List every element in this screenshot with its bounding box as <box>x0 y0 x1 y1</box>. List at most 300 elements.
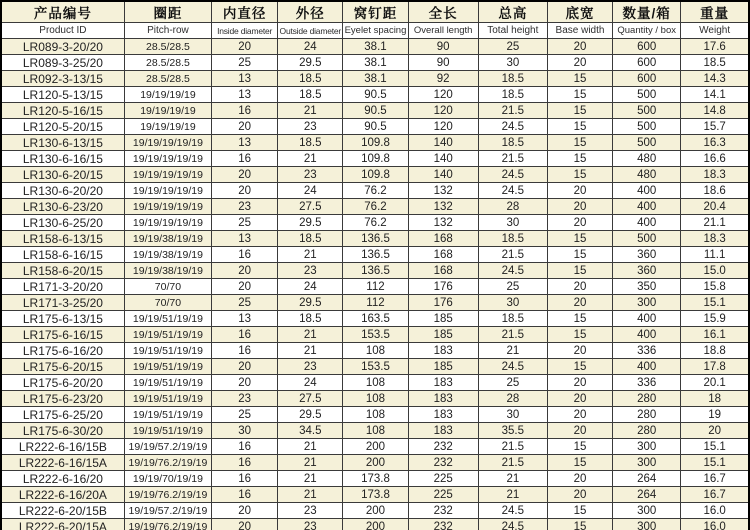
cell-outside_diameter: 27.5 <box>278 199 343 215</box>
cell-inside_diameter: 16 <box>212 487 278 503</box>
cell-base_width: 15 <box>547 263 612 279</box>
table-row <box>1 247 749 263</box>
cell-eyelet_spacing: 136.5 <box>343 247 408 263</box>
cell-overall_length: 225 <box>408 471 478 487</box>
cell-outside_diameter: 29.5 <box>278 407 343 423</box>
cell-outside_diameter: 18.5 <box>278 311 343 327</box>
cell-weight: 15.8 <box>681 279 749 295</box>
cell-quantity_box: 280 <box>613 391 681 407</box>
table-row <box>1 391 749 407</box>
cell-inside_diameter: 25 <box>212 215 278 231</box>
cell-eyelet_spacing: 200 <box>343 439 408 455</box>
cell-quantity_box: 500 <box>613 135 681 151</box>
table-row <box>1 519 749 530</box>
cell-total_height: 24.5 <box>478 183 547 199</box>
cell-inside_diameter: 20 <box>212 119 278 135</box>
cell-weight: 16.6 <box>681 151 749 167</box>
cell-total_height: 24.5 <box>478 359 547 375</box>
col-header-cn-inside_diameter: 内直径 <box>212 1 278 23</box>
cell-eyelet_spacing: 153.5 <box>343 359 408 375</box>
cell-overall_length: 185 <box>408 311 478 327</box>
cell-eyelet_spacing: 112 <box>343 279 408 295</box>
cell-total_height: 21.5 <box>478 439 547 455</box>
cell-weight: 14.1 <box>681 87 749 103</box>
cell-inside_diameter: 13 <box>212 135 278 151</box>
col-header-en-inside_diameter: Inside diameter <box>212 23 278 39</box>
cell-total_height: 24.5 <box>478 167 547 183</box>
cell-weight: 16.7 <box>681 471 749 487</box>
cell-inside_diameter: 20 <box>212 359 278 375</box>
cell-outside_diameter: 34.5 <box>278 423 343 439</box>
col-header-en-eyelet_spacing: Eyelet spacing <box>343 23 408 39</box>
table-row <box>1 359 749 375</box>
cell-quantity_box: 480 <box>613 151 681 167</box>
table-row <box>1 183 749 199</box>
cell-base_width: 20 <box>547 343 612 359</box>
cell-outside_diameter: 27.5 <box>278 391 343 407</box>
cell-product_id: LR222-6-16/20 <box>1 471 124 487</box>
cell-total_height: 25 <box>478 375 547 391</box>
table-row <box>1 279 749 295</box>
cell-product_id: LR130-6-25/20 <box>1 215 124 231</box>
cell-inside_diameter: 16 <box>212 327 278 343</box>
cell-eyelet_spacing: 76.2 <box>343 215 408 231</box>
cell-base_width: 20 <box>547 199 612 215</box>
cell-outside_diameter: 21 <box>278 103 343 119</box>
cell-weight: 15.1 <box>681 439 749 455</box>
cell-weight: 14.8 <box>681 103 749 119</box>
cell-pitch_row: 19/19/51/19/19 <box>124 407 211 423</box>
cell-outside_diameter: 21 <box>278 439 343 455</box>
cell-weight: 18 <box>681 391 749 407</box>
cell-pitch_row: 19/19/76.2/19/19 <box>124 519 211 530</box>
cell-quantity_box: 336 <box>613 343 681 359</box>
cell-total_height: 30 <box>478 215 547 231</box>
cell-product_id: LR175-6-30/20 <box>1 423 124 439</box>
table-row <box>1 199 749 215</box>
cell-eyelet_spacing: 200 <box>343 519 408 530</box>
cell-quantity_box: 300 <box>613 295 681 311</box>
cell-overall_length: 92 <box>408 71 478 87</box>
table-row <box>1 487 749 503</box>
cell-inside_diameter: 13 <box>212 231 278 247</box>
cell-pitch_row: 28.5/28.5 <box>124 71 211 87</box>
cell-base_width: 20 <box>547 375 612 391</box>
table-row <box>1 87 749 103</box>
cell-product_id: LR222-6-16/15A <box>1 455 124 471</box>
cell-base_width: 15 <box>547 311 612 327</box>
cell-total_height: 21.5 <box>478 103 547 119</box>
cell-weight: 15.1 <box>681 295 749 311</box>
cell-pitch_row: 19/19/38/19/19 <box>124 231 211 247</box>
cell-pitch_row: 19/19/76.2/19/19 <box>124 487 211 503</box>
cell-pitch_row: 19/19/19/19/19 <box>124 151 211 167</box>
cell-total_height: 30 <box>478 295 547 311</box>
cell-overall_length: 185 <box>408 327 478 343</box>
cell-pitch_row: 19/19/57.2/19/19 <box>124 503 211 519</box>
col-header-en-weight: Weight <box>681 23 749 39</box>
cell-product_id: LR175-6-25/20 <box>1 407 124 423</box>
cell-quantity_box: 600 <box>613 55 681 71</box>
cell-weight: 15.1 <box>681 455 749 471</box>
cell-inside_diameter: 23 <box>212 391 278 407</box>
cell-overall_length: 232 <box>408 503 478 519</box>
cell-total_height: 18.5 <box>478 87 547 103</box>
cell-total_height: 18.5 <box>478 311 547 327</box>
cell-product_id: LR089-3-20/20 <box>1 39 124 55</box>
cell-outside_diameter: 29.5 <box>278 215 343 231</box>
cell-outside_diameter: 21 <box>278 247 343 263</box>
cell-total_height: 18.5 <box>478 135 547 151</box>
table-row <box>1 263 749 279</box>
cell-overall_length: 120 <box>408 119 478 135</box>
cell-eyelet_spacing: 108 <box>343 375 408 391</box>
cell-pitch_row: 19/19/51/19/19 <box>124 327 211 343</box>
cell-product_id: LR092-3-13/15 <box>1 71 124 87</box>
table-row <box>1 71 749 87</box>
cell-eyelet_spacing: 108 <box>343 391 408 407</box>
cell-pitch_row: 19/19/57.2/19/19 <box>124 439 211 455</box>
cell-base_width: 15 <box>547 439 612 455</box>
cell-weight: 15.0 <box>681 263 749 279</box>
cell-weight: 15.9 <box>681 311 749 327</box>
table-row <box>1 215 749 231</box>
col-header-cn-weight: 重量 <box>681 1 749 23</box>
cell-weight: 18.3 <box>681 167 749 183</box>
cell-total_height: 25 <box>478 39 547 55</box>
cell-inside_diameter: 20 <box>212 183 278 199</box>
cell-eyelet_spacing: 76.2 <box>343 183 408 199</box>
col-header-cn-pitch_row: 圈距 <box>124 1 211 23</box>
cell-weight: 18.3 <box>681 231 749 247</box>
cell-base_width: 20 <box>547 215 612 231</box>
cell-pitch_row: 19/19/51/19/19 <box>124 343 211 359</box>
table-row <box>1 151 749 167</box>
col-header-en-product_id: Product ID <box>1 23 124 39</box>
cell-outside_diameter: 18.5 <box>278 231 343 247</box>
cell-total_height: 24.5 <box>478 519 547 530</box>
cell-outside_diameter: 18.5 <box>278 71 343 87</box>
cell-outside_diameter: 21 <box>278 487 343 503</box>
cell-eyelet_spacing: 108 <box>343 423 408 439</box>
cell-pitch_row: 19/19/70/19/19 <box>124 471 211 487</box>
cell-product_id: LR171-3-20/20 <box>1 279 124 295</box>
cell-outside_diameter: 24 <box>278 183 343 199</box>
cell-pitch_row: 19/19/38/19/19 <box>124 247 211 263</box>
cell-total_height: 21.5 <box>478 247 547 263</box>
cell-pitch_row: 19/19/19/19/19 <box>124 167 211 183</box>
cell-quantity_box: 400 <box>613 359 681 375</box>
cell-overall_length: 176 <box>408 295 478 311</box>
cell-overall_length: 140 <box>408 135 478 151</box>
cell-base_width: 15 <box>547 359 612 375</box>
cell-total_height: 18.5 <box>478 71 547 87</box>
cell-overall_length: 90 <box>408 39 478 55</box>
cell-product_id: LR130-6-20/15 <box>1 167 124 183</box>
cell-overall_length: 176 <box>408 279 478 295</box>
cell-quantity_box: 280 <box>613 423 681 439</box>
cell-total_height: 30 <box>478 55 547 71</box>
cell-overall_length: 140 <box>408 167 478 183</box>
cell-overall_length: 168 <box>408 231 478 247</box>
cell-product_id: LR130-6-23/20 <box>1 199 124 215</box>
cell-total_height: 25 <box>478 279 547 295</box>
cell-quantity_box: 400 <box>613 215 681 231</box>
cell-outside_diameter: 21 <box>278 151 343 167</box>
cell-quantity_box: 300 <box>613 503 681 519</box>
cell-base_width: 15 <box>547 503 612 519</box>
cell-total_height: 24.5 <box>478 119 547 135</box>
cell-total_height: 24.5 <box>478 263 547 279</box>
cell-total_height: 21.5 <box>478 327 547 343</box>
cell-quantity_box: 360 <box>613 247 681 263</box>
table-row <box>1 39 749 55</box>
cell-weight: 21.1 <box>681 215 749 231</box>
table-row <box>1 103 749 119</box>
cell-weight: 15.7 <box>681 119 749 135</box>
cell-outside_diameter: 24 <box>278 375 343 391</box>
table-row <box>1 295 749 311</box>
cell-pitch_row: 19/19/51/19/19 <box>124 359 211 375</box>
cell-inside_diameter: 20 <box>212 279 278 295</box>
cell-product_id: LR158-6-20/15 <box>1 263 124 279</box>
cell-outside_diameter: 23 <box>278 519 343 530</box>
cell-pitch_row: 28.5/28.5 <box>124 55 211 71</box>
cell-quantity_box: 300 <box>613 439 681 455</box>
cell-pitch_row: 19/19/51/19/19 <box>124 311 211 327</box>
cell-eyelet_spacing: 109.8 <box>343 135 408 151</box>
table-row <box>1 167 749 183</box>
cell-pitch_row: 19/19/19/19/19 <box>124 215 211 231</box>
cell-overall_length: 183 <box>408 375 478 391</box>
cell-inside_diameter: 16 <box>212 455 278 471</box>
cell-pitch_row: 19/19/19/19/19 <box>124 135 211 151</box>
cell-quantity_box: 300 <box>613 519 681 530</box>
col-header-cn-quantity_box: 数量/箱 <box>613 1 681 23</box>
cell-base_width: 15 <box>547 151 612 167</box>
cell-product_id: LR222-6-20/15B <box>1 503 124 519</box>
cell-eyelet_spacing: 90.5 <box>343 103 408 119</box>
table-row <box>1 375 749 391</box>
cell-quantity_box: 264 <box>613 487 681 503</box>
cell-base_width: 15 <box>547 103 612 119</box>
cell-overall_length: 168 <box>408 247 478 263</box>
cell-outside_diameter: 18.5 <box>278 87 343 103</box>
cell-total_height: 21 <box>478 343 547 359</box>
cell-quantity_box: 500 <box>613 119 681 135</box>
col-header-en-total_height: Total height <box>478 23 547 39</box>
cell-eyelet_spacing: 173.8 <box>343 487 408 503</box>
cell-outside_diameter: 29.5 <box>278 55 343 71</box>
cell-product_id: LR222-6-16/15B <box>1 439 124 455</box>
cell-quantity_box: 600 <box>613 71 681 87</box>
cell-total_height: 28 <box>478 391 547 407</box>
cell-weight: 14.3 <box>681 71 749 87</box>
cell-product_id: LR158-6-16/15 <box>1 247 124 263</box>
cell-inside_diameter: 20 <box>212 167 278 183</box>
cell-outside_diameter: 18.5 <box>278 135 343 151</box>
cell-quantity_box: 350 <box>613 279 681 295</box>
cell-base_width: 15 <box>547 71 612 87</box>
cell-outside_diameter: 24 <box>278 39 343 55</box>
cell-product_id: LR130-6-13/15 <box>1 135 124 151</box>
cell-inside_diameter: 25 <box>212 295 278 311</box>
cell-product_id: LR120-5-20/15 <box>1 119 124 135</box>
cell-pitch_row: 19/19/51/19/19 <box>124 391 211 407</box>
cell-weight: 20.1 <box>681 375 749 391</box>
cell-weight: 16.1 <box>681 327 749 343</box>
col-header-cn-overall_length: 全长 <box>408 1 478 23</box>
cell-eyelet_spacing: 163.5 <box>343 311 408 327</box>
cell-overall_length: 185 <box>408 359 478 375</box>
cell-base_width: 15 <box>547 455 612 471</box>
cell-inside_diameter: 25 <box>212 407 278 423</box>
cell-eyelet_spacing: 108 <box>343 407 408 423</box>
cell-eyelet_spacing: 38.1 <box>343 39 408 55</box>
cell-total_height: 18.5 <box>478 231 547 247</box>
cell-eyelet_spacing: 109.8 <box>343 151 408 167</box>
cell-outside_diameter: 23 <box>278 263 343 279</box>
cell-eyelet_spacing: 173.8 <box>343 471 408 487</box>
cell-base_width: 15 <box>547 167 612 183</box>
cell-product_id: LR222-6-20/15A <box>1 519 124 530</box>
cell-total_height: 24.5 <box>478 503 547 519</box>
cell-product_id: LR175-6-13/15 <box>1 311 124 327</box>
cell-inside_diameter: 20 <box>212 39 278 55</box>
cell-overall_length: 183 <box>408 407 478 423</box>
cell-overall_length: 183 <box>408 391 478 407</box>
cell-product_id: LR175-6-16/15 <box>1 327 124 343</box>
cell-quantity_box: 300 <box>613 455 681 471</box>
cell-overall_length: 183 <box>408 423 478 439</box>
col-header-cn-outside_diameter: 外径 <box>278 1 343 23</box>
cell-weight: 17.6 <box>681 39 749 55</box>
cell-pitch_row: 19/19/51/19/19 <box>124 423 211 439</box>
cell-inside_diameter: 13 <box>212 87 278 103</box>
cell-inside_diameter: 13 <box>212 311 278 327</box>
col-header-cn-product_id: 产品编号 <box>1 1 124 23</box>
cell-overall_length: 232 <box>408 519 478 530</box>
col-header-en-pitch_row: Pitch-row <box>124 23 211 39</box>
cell-eyelet_spacing: 76.2 <box>343 199 408 215</box>
cell-pitch_row: 70/70 <box>124 295 211 311</box>
cell-inside_diameter: 16 <box>212 439 278 455</box>
col-header-cn-total_height: 总高 <box>478 1 547 23</box>
cell-outside_diameter: 29.5 <box>278 295 343 311</box>
cell-quantity_box: 400 <box>613 199 681 215</box>
cell-product_id: LR175-6-20/15 <box>1 359 124 375</box>
cell-inside_diameter: 16 <box>212 103 278 119</box>
cell-base_width: 20 <box>547 55 612 71</box>
cell-inside_diameter: 16 <box>212 247 278 263</box>
cell-weight: 20 <box>681 423 749 439</box>
cell-outside_diameter: 21 <box>278 343 343 359</box>
table-row <box>1 455 749 471</box>
cell-base_width: 15 <box>547 247 612 263</box>
cell-eyelet_spacing: 90.5 <box>343 87 408 103</box>
cell-eyelet_spacing: 38.1 <box>343 71 408 87</box>
cell-pitch_row: 19/19/19/19 <box>124 87 211 103</box>
cell-overall_length: 120 <box>408 87 478 103</box>
header-row-cn <box>1 1 749 23</box>
cell-base_width: 20 <box>547 183 612 199</box>
cell-weight: 20.4 <box>681 199 749 215</box>
cell-quantity_box: 600 <box>613 39 681 55</box>
cell-total_height: 21 <box>478 487 547 503</box>
cell-outside_diameter: 21 <box>278 327 343 343</box>
cell-quantity_box: 500 <box>613 231 681 247</box>
cell-overall_length: 168 <box>408 263 478 279</box>
cell-overall_length: 120 <box>408 103 478 119</box>
cell-product_id: LR120-5-16/15 <box>1 103 124 119</box>
cell-eyelet_spacing: 136.5 <box>343 231 408 247</box>
cell-overall_length: 225 <box>408 487 478 503</box>
cell-product_id: LR171-3-25/20 <box>1 295 124 311</box>
cell-product_id: LR175-6-23/20 <box>1 391 124 407</box>
cell-pitch_row: 19/19/19/19/19 <box>124 183 211 199</box>
cell-base_width: 15 <box>547 231 612 247</box>
cell-eyelet_spacing: 112 <box>343 295 408 311</box>
cell-product_id: LR222-6-16/20A <box>1 487 124 503</box>
cell-outside_diameter: 23 <box>278 359 343 375</box>
cell-quantity_box: 400 <box>613 327 681 343</box>
cell-product_id: LR175-6-16/20 <box>1 343 124 359</box>
cell-weight: 11.1 <box>681 247 749 263</box>
cell-weight: 16.7 <box>681 487 749 503</box>
table-row <box>1 311 749 327</box>
cell-base_width: 20 <box>547 39 612 55</box>
table-row <box>1 503 749 519</box>
cell-eyelet_spacing: 200 <box>343 455 408 471</box>
cell-weight: 18.8 <box>681 343 749 359</box>
cell-overall_length: 183 <box>408 343 478 359</box>
cell-outside_diameter: 21 <box>278 471 343 487</box>
cell-product_id: LR130-6-20/20 <box>1 183 124 199</box>
cell-product_id: LR175-6-20/20 <box>1 375 124 391</box>
cell-base_width: 20 <box>547 423 612 439</box>
table-body <box>1 39 749 530</box>
cell-weight: 18.6 <box>681 183 749 199</box>
cell-quantity_box: 500 <box>613 87 681 103</box>
cell-inside_diameter: 30 <box>212 423 278 439</box>
cell-outside_diameter: 24 <box>278 279 343 295</box>
cell-outside_diameter: 21 <box>278 455 343 471</box>
cell-quantity_box: 360 <box>613 263 681 279</box>
cell-inside_diameter: 20 <box>212 519 278 530</box>
table-row <box>1 55 749 71</box>
cell-weight: 18.5 <box>681 55 749 71</box>
cell-eyelet_spacing: 90.5 <box>343 119 408 135</box>
cell-base_width: 20 <box>547 471 612 487</box>
cell-pitch_row: 19/19/19/19 <box>124 119 211 135</box>
cell-inside_diameter: 20 <box>212 263 278 279</box>
cell-total_height: 35.5 <box>478 423 547 439</box>
cell-base_width: 15 <box>547 327 612 343</box>
cell-base_width: 20 <box>547 391 612 407</box>
cell-overall_length: 140 <box>408 151 478 167</box>
cell-overall_length: 132 <box>408 215 478 231</box>
col-header-en-base_width: Base width <box>547 23 612 39</box>
cell-eyelet_spacing: 200 <box>343 503 408 519</box>
cell-inside_diameter: 16 <box>212 471 278 487</box>
cell-inside_diameter: 23 <box>212 199 278 215</box>
cell-inside_diameter: 16 <box>212 151 278 167</box>
cell-weight: 17.8 <box>681 359 749 375</box>
table-row <box>1 423 749 439</box>
cell-outside_diameter: 23 <box>278 119 343 135</box>
cell-inside_diameter: 25 <box>212 55 278 71</box>
col-header-en-outside_diameter: Outside diameter <box>278 23 343 39</box>
